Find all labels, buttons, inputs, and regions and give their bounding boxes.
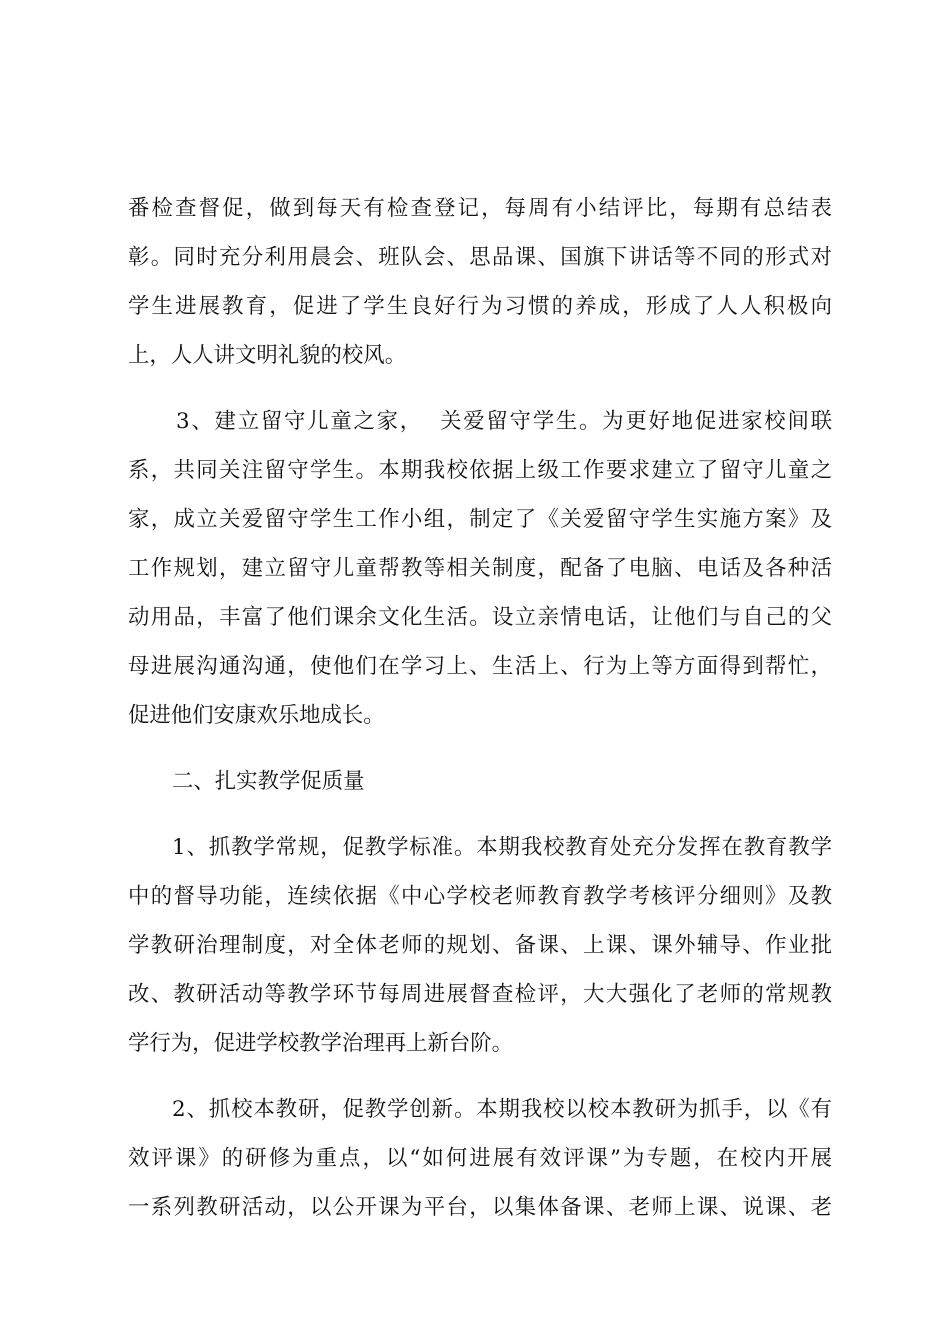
text-line: 彰。同时充分利用晨会、班队会、思品课、国旗下讲话等不同的形式对 [128,245,832,270]
heading-line: 二、扎实教学促质量 [172,769,365,794]
text-line: 中的督导功能，连续依据《中心学校老师教育教学考核评分细则》及教 [128,884,832,909]
text-line: 一系列教研活动，以公开课为平台，以集体备课、老师上课、说课、老 [128,1195,832,1220]
text-line: 动用品，丰富了他们课余文化生活。设立亲情电话，让他们与自己的父 [128,605,832,630]
paragraph-2 [128,397,832,740]
text-line: 学生进展教育，促进了学生良好行为习惯的养成，形成了人人积极向 [128,294,832,319]
paragraph-3 [128,823,832,1068]
text-line: 母进展沟通沟通，使他们在学习上、生活上、行为上等方面得到帮忙， [128,654,832,679]
section-heading [128,757,832,806]
text-line: 上，人人讲文明礼貌的校风。 [128,343,407,368]
text-line: 工作规划，建立留守儿童帮教等相关制度，配备了电脑、电话及各种活 [128,556,832,581]
text-line: 促进他们安康欢乐地成长。 [128,703,385,728]
text-line: 改、教研活动等教学环节每周进展督查检评，大大强化了老师的常规教 [128,982,832,1007]
text-line: 学行为，促进学校教学治理再上新台阶。 [128,1031,514,1056]
paragraph-1 [128,184,832,380]
text-line: 1、抓教学常规，促教学标准。本期我校教育处充分发挥在教育教学 [172,835,832,860]
text-line: 3、建立留守儿童之家， 关爱留守学生。为更好地促进家校间联 [176,409,832,434]
text-line: 学教研治理制度，对全体老师的规划、备课、上课、课外辅导、作业批 [128,933,832,958]
text-line: 家，成立关爱留守学生工作小组，制定了《关爱留守学生实施方案》及 [128,507,832,532]
text-line: 2、抓校本教研，促教学创新。本期我校以校本教研为抓手，以《有 [172,1097,832,1122]
text-line: 效评课》的研修为重点，以“如何进展有效评课”为专题，在校内开展 [128,1146,832,1171]
document-body [128,184,832,1232]
text-line: 系，共同关注留守学生。本期我校依据上级工作要求建立了留守儿童之 [128,458,832,483]
paragraph-4 [128,1085,832,1232]
text-line: 番检查督促，做到每天有检查登记，每周有小结评比，每期有总结表 [128,196,832,221]
